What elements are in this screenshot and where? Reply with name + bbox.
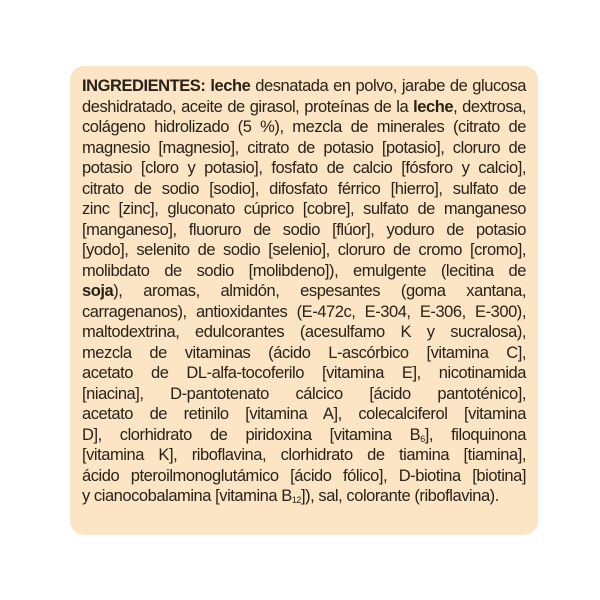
ingredient-text: [yodo], selenito de sodio [selenio], cloruro de cromo [cromo], — [82, 241, 526, 259]
ingredient-text: ], filoquinona — [424, 425, 526, 444]
ingredients-line — [82, 302, 526, 323]
subscript-text: 6 — [420, 433, 425, 444]
ingredient-text: deshidratado, aceite de girasol, proteínas de la — [82, 97, 414, 116]
bold-ingredient-text: soja — [82, 282, 114, 300]
bold-ingredient-text: leche — [413, 97, 454, 116]
subscript-text: 12 — [291, 495, 301, 505]
ingredient-text: acetato de retinilo [vitamina A], colecalciferol [vitamina — [82, 405, 526, 423]
ingredient-text: acetato de DL-alfa-tocoferilo [vitamina E], nicotinamida — [82, 364, 526, 382]
ingredients-line — [82, 138, 526, 159]
ingredient-text: magnesio [magnesio], citrato de potasio [potasio], cloruro de — [82, 138, 526, 157]
ingredients-line — [82, 343, 526, 364]
ingredient-text: , dextrosa, — [453, 97, 526, 116]
ingredient-text: colágeno hidrolizado (5 %), mezcla de minerales (citrato de — [82, 118, 526, 136]
ingredients-line — [82, 240, 526, 261]
ingredients-line — [82, 363, 526, 384]
ingredient-text: zinc [zinc], gluconato cúprico [cobre], sulfato de manganeso — [82, 200, 526, 218]
ingredient-text: citrato de sodio [sodio], difosfato férrico [hierro], sulfato de — [82, 179, 526, 198]
ingredients-line — [82, 322, 526, 343]
ingredient-text: maltodextrina, edulcorantes (acesulfamo K y sucralosa), — [82, 323, 526, 341]
bold-ingredient-text: INGREDIENTES: — [82, 77, 206, 95]
ingredients-line — [82, 384, 526, 405]
ingredients-line — [82, 261, 526, 282]
ingredient-text: D], clorhidrato de piridoxina [vitamina B — [82, 425, 421, 444]
ingredients-line — [82, 445, 526, 466]
ingredient-text: mezcla de vitaminas (ácido L-ascórbico [vitamina C], — [82, 343, 526, 362]
ingredient-text: [niacina], D-pantotenato cálcico [ácido pantoténico], — [82, 384, 526, 403]
ingredient-text: ]), sal, colorante (riboflavina). — [300, 487, 499, 505]
ingredients-line — [82, 466, 526, 487]
ingredient-text: carragenanos), antioxidantes (E-472c, E-304, E-306, E-300), — [82, 302, 526, 321]
ingredients-line — [82, 158, 526, 179]
ingredients-line — [82, 425, 526, 446]
ingredient-text: desnatada en polvo, jarabe de glucosa — [250, 77, 527, 95]
ingredient-text: y cianocobalamina [vitamina B — [82, 487, 292, 505]
ingredients-line — [82, 117, 526, 138]
ingredients-line — [82, 76, 526, 97]
ingredient-text: [manganeso], fluoruro de sodio [flúor], yoduro de potasio — [82, 220, 526, 239]
ingredients-line — [82, 97, 526, 118]
ingredients-line — [82, 404, 526, 425]
ingredients-text — [82, 76, 526, 507]
ingredients-line — [82, 220, 526, 241]
ingredient-text: potasio [cloro y potasio], fosfato de calcio [fósforo y calcio], — [82, 159, 526, 177]
ingredients-label-panel — [70, 66, 538, 535]
bold-ingredient-text: leche — [210, 77, 251, 95]
ingredients-line — [82, 199, 526, 220]
ingredient-text: molibdato de sodio [molibdeno]), emulgente (lecitina de — [82, 261, 526, 280]
ingredient-text: ), aromas, almidón, espesantes (goma xantana, — [113, 282, 526, 300]
ingredient-text: ácido pteroilmonoglutámico [ácido fólico], D-biotina [biotina] — [82, 466, 526, 485]
ingredients-line — [82, 281, 526, 302]
ingredients-line — [82, 179, 526, 200]
ingredient-text: [vitamina K], riboflavina, clorhidrato de tiamina [tiamina], — [82, 446, 526, 464]
ingredients-line — [82, 486, 526, 507]
